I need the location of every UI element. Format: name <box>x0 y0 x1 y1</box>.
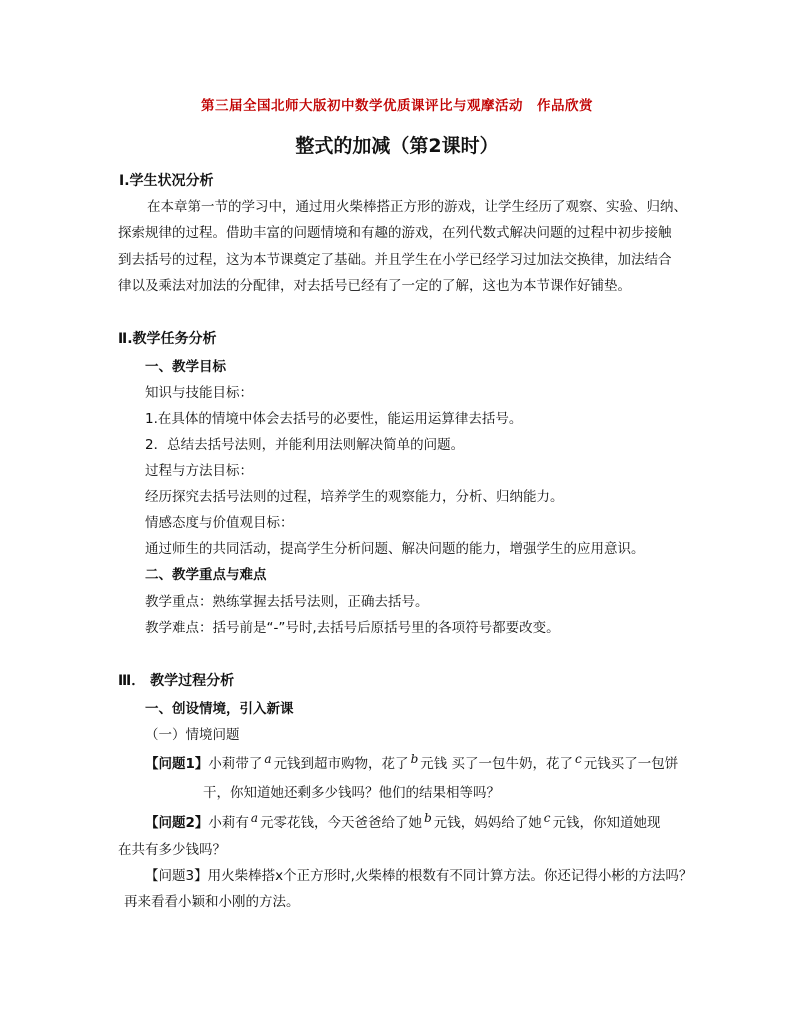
question-3-line-1: 【问题3】用火柴棒搭x个正方形时,火柴棒的根数有不同计算方法。你还记得小彬的方法吗？ <box>145 868 693 884</box>
knowledge-goal-1: 1.在具体的情境中体会去括号的必要性，能运用运算律去括号。 <box>145 411 523 427</box>
process-goals-text: 经历探究去括号法则的过程，培养学生的观察能力，分析、归纳能力。 <box>145 489 564 505</box>
question-2-tag: 【问题2】 <box>145 815 209 831</box>
section-1-line-4: 律以及乘法对加法的分配律，对去括号已经有了一定的了解，这也为本节课作好铺垫。 <box>118 278 631 294</box>
question-2-line-2: 在共有多少钱吗？ <box>118 842 226 858</box>
competition-banner: 第三届全国北师大版初中数学优质课评比与观摩活动 作品欣赏 <box>201 98 593 114</box>
process-goals-label: 过程与方法目标： <box>145 463 253 479</box>
variable-b: b <box>410 752 419 766</box>
variable-c: c <box>543 811 551 825</box>
variable-c: c <box>575 752 582 766</box>
section-2-heading: Ⅱ.教学任务分析 <box>118 331 217 347</box>
question-3-line-2: 再来看看小颖和小刚的方法。 <box>124 894 300 910</box>
section-1-heading: Ⅰ.学生状况分析 <box>119 173 214 189</box>
section-3-heading: Ⅲ． 教学过程分析 <box>118 673 235 689</box>
situation-problems-label: （一）情境问题 <box>145 727 240 743</box>
emotion-goals-label: 情感态度与价值观目标： <box>145 515 294 531</box>
section-1-line-3: 到去括号的过程，这为本节课奠定了基础。并且学生在小学已经学习过加法交换律，加法结合 <box>118 252 672 268</box>
variable-b: b <box>424 811 432 825</box>
emotion-goals-text: 通过师生的共同活动，提高学生分析问题、解决问题的能力，增强学生的应用意识。 <box>145 541 645 557</box>
variable-a: a <box>250 811 259 825</box>
knowledge-goals-label: 知识与技能目标： <box>145 385 253 401</box>
question-1-tag: 【问题1】 <box>145 756 209 772</box>
teaching-goals-heading: 一、教学目标 <box>145 359 226 375</box>
question-2-line-1: 【问题2】小莉有 a 元零花钱，今天爸爸给了她 b 元钱，妈妈给了她 c 元钱，你知道她现 <box>145 811 661 831</box>
teaching-key-point: 教学重点：熟练掌握去括号法则，正确去括号。 <box>145 594 429 610</box>
teaching-difficult-point: 教学难点：括号前是“-”号时,去括号后原括号里的各项符号都要改变。 <box>145 620 560 636</box>
question-1-line-2: 干，你知道她还剩多少钱吗？他们的结果相等吗？ <box>203 785 500 801</box>
step-1-heading: 一、创设情境，引入新课 <box>145 701 294 717</box>
key-points-heading: 二、教学重点与难点 <box>145 567 267 583</box>
variable-a: a <box>264 752 272 766</box>
section-1-line-1: 在本章第一节的学习中，通过用火柴棒搭正方形的游戏，让学生经历了观察、实验、归纳、 <box>147 199 687 215</box>
question-3-tag: 【问题3】 <box>145 868 208 884</box>
knowledge-goal-2: 2．总结去括号法则，并能利用法则解决简单的问题。 <box>145 437 465 453</box>
section-1-line-2: 探索规律的过程。借助丰富的问题情境和有趣的游戏，在列代数式解决问题的过程中初步接触 <box>118 225 672 241</box>
page-title: 整式的加减（第2课时） <box>295 135 499 157</box>
question-1-line-1: 【问题1】小莉带了 a 元钱到超市购物，花了 b 元钱 买了一包牛奶，花了 c 元钱买了一包饼 <box>145 752 679 772</box>
